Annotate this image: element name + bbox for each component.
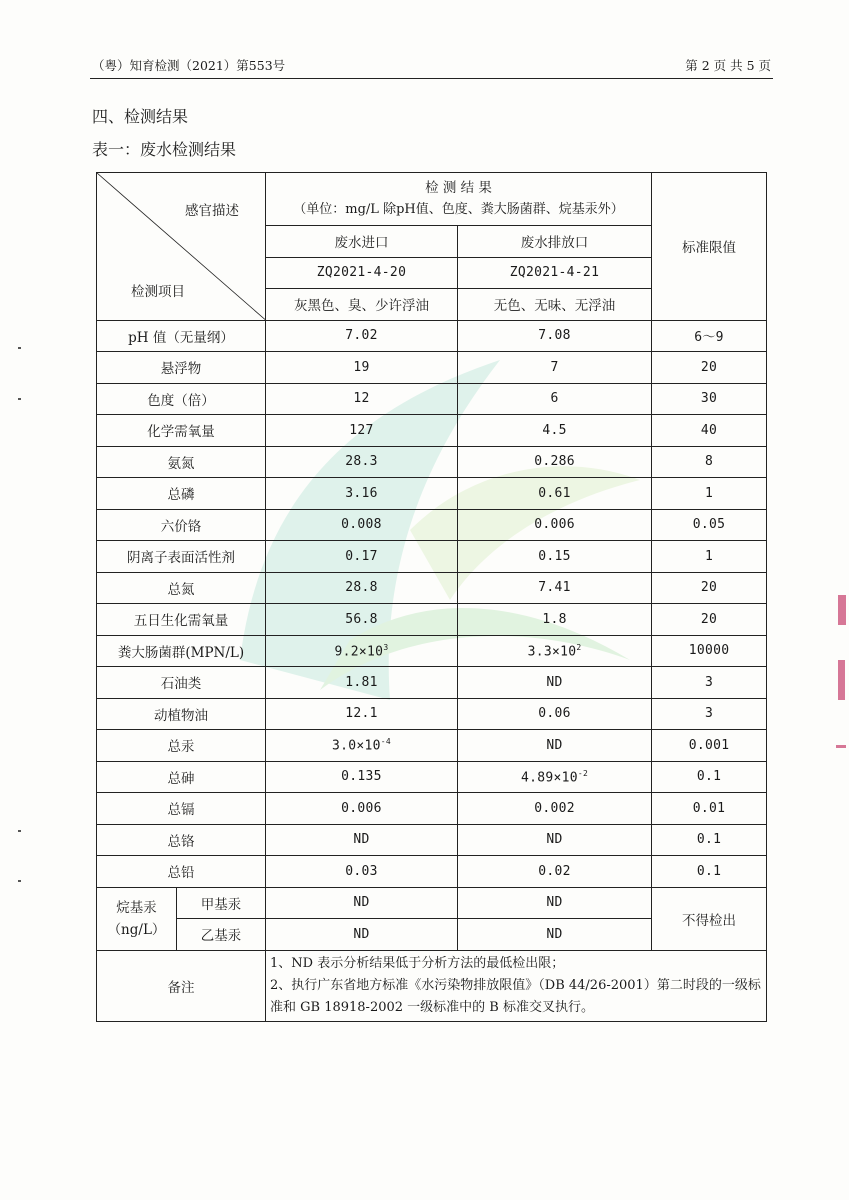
table-row [97,509,767,541]
test-item-name: 阴离子表面活性剂 [97,541,266,573]
test-item-name: pH 值（无量纲） [97,320,266,352]
test-item-name: 总镉 [97,793,266,825]
outlet-value [458,635,652,667]
table-row [97,541,767,573]
alkyl-mercury-limit: 不得检出 [652,887,767,950]
table-row [97,793,767,825]
data-rows [97,320,767,887]
alkyl-mercury-label: 烷基汞 [116,899,157,916]
outlet-value-mantissa: 4.89×10 [520,769,578,785]
results-title: 检 测 结 果 [425,180,492,196]
standard-limit-value: 20 [652,604,767,636]
table-row [97,698,767,730]
results-header [266,173,652,226]
table-row [97,383,767,415]
test-item-name: 总磷 [97,478,266,510]
test-items-label: 检测项目 [131,283,185,300]
test-item-name: 五日生化需氧量 [97,604,266,636]
outlet-value: 1.8 [458,604,652,636]
table-row [97,730,767,762]
methylmercury-outlet: ND [458,887,652,919]
test-item-name: 氨氮 [97,446,266,478]
table-row [97,635,767,667]
table-row [97,572,767,604]
standard-limit-value: 8 [652,446,767,478]
standard-limit-value: 0.01 [652,793,767,825]
test-item-name: 总氮 [97,572,266,604]
inlet-value: 0.135 [266,761,458,793]
standard-limit-value: 1 [652,541,767,573]
outlet-value: 0.002 [458,793,652,825]
diagonal-header-cell [97,173,266,321]
table-row [97,446,767,478]
inlet-value: 0.008 [266,509,458,541]
standard-limit-value: 0.1 [652,761,767,793]
inlet-value [266,635,458,667]
outlet-sample-code: ZQ2021-4-21 [458,257,652,289]
inlet-value: 19 [266,352,458,384]
standard-limit-value: 3 [652,698,767,730]
outlet-value: ND [458,824,652,856]
standard-limit-value: 0.05 [652,509,767,541]
outlet-value: 0.02 [458,856,652,888]
alkyl-mercury-unit: （ng/L） [107,921,166,938]
test-item-name: 总铅 [97,856,266,888]
standard-limit-value: 20 [652,352,767,384]
test-item-name: 总砷 [97,761,266,793]
table-row [97,478,767,510]
stamp-fragment [838,660,845,700]
methylmercury-item: 甲基汞 [177,887,266,919]
page-header [90,52,773,79]
table-row [97,667,767,699]
inlet-value-mantissa: 3.0×10 [332,738,381,754]
table-row [97,415,767,447]
remark-line: 2、执行广东省地方标准《水污染物排放限值》（DB 44/26-2001）第二时段的一级标准和 GB 18918-2002 一级标准中的 B 标准交叉执行。 [270,977,761,1015]
standard-limit-value: 0.001 [652,730,767,762]
inlet-value: 12 [266,383,458,415]
inlet-value-exponent: -4 [380,737,391,747]
outlet-value: ND [458,730,652,762]
standard-limit-value: 30 [652,383,767,415]
outlet-value: 0.61 [458,478,652,510]
outlet-value: 7.08 [458,320,652,352]
outlet-column-header: 废水排放口 [458,226,652,258]
inlet-column-header: 废水进口 [266,226,458,258]
outlet-value: 7 [458,352,652,384]
test-item-name: 总铬 [97,824,266,856]
alkyl-mercury-group [97,887,177,950]
standard-limit-value: 3 [652,667,767,699]
test-item-name: 总汞 [97,730,266,762]
test-item-name: 六价铬 [97,509,266,541]
outlet-value-exponent: 2 [576,642,582,652]
ethylmercury-outlet: ND [458,919,652,951]
page-info: 第 2 页 共 5 页 [685,58,771,73]
inlet-value: 28.8 [266,572,458,604]
standard-limit-value: 40 [652,415,767,447]
inlet-value: 0.03 [266,856,458,888]
table-row [97,856,767,888]
table-row [97,604,767,636]
remarks-label: 备注 [97,950,266,1021]
results-unit-note: （单位：mg/L 除pH值、色度、粪大肠菌群、烷基汞外） [293,202,624,217]
table-row [97,761,767,793]
inlet-value: 0.006 [266,793,458,825]
inlet-sample-code: ZQ2021-4-20 [266,257,458,289]
inlet-value: 12.1 [266,698,458,730]
outlet-value: 6 [458,383,652,415]
standard-limit-value: 20 [652,572,767,604]
inlet-value: 3.16 [266,478,458,510]
inlet-value: 56.8 [266,604,458,636]
remark-line: 1、ND 表示分析结果低于分析方法的最低检出限； [270,955,565,971]
outlet-value: 0.06 [458,698,652,730]
sensory-description-label: 感官描述 [185,203,239,219]
inlet-value-mantissa: 9.2×10 [334,643,384,659]
standard-limit-value: 10000 [652,635,767,667]
test-item-name: 色度（倍） [97,383,266,415]
outlet-value: 7.41 [458,572,652,604]
inlet-value: 127 [266,415,458,447]
table-row [97,352,767,384]
standard-limit-value: 0.1 [652,824,767,856]
document-number: （粤）知育检测（2021）第553号 [92,58,286,73]
inlet-value: ND [266,824,458,856]
inlet-sensory-description: 灰黑色、臭、少许浮油 [266,289,458,321]
section-title: 四、检测结果 [92,107,189,126]
outlet-value: 0.006 [458,509,652,541]
test-item-name: 动植物油 [97,698,266,730]
table-row [97,824,767,856]
outlet-value-mantissa: 3.3×10 [527,643,577,659]
outlet-value: 0.286 [458,446,652,478]
standard-limit-value: 0.1 [652,856,767,888]
inlet-value: 28.3 [266,446,458,478]
test-item-name: 化学需氧量 [97,415,266,447]
remarks-content [266,950,767,1021]
standard-limit-value: 1 [652,478,767,510]
outlet-value: 4.5 [458,415,652,447]
test-item-name: 石油类 [97,667,266,699]
stamp-fragment [836,745,846,748]
wastewater-results-table [96,172,767,1022]
outlet-value-exponent: -2 [577,768,589,778]
outlet-sensory-description: 无色、无味、无浮油 [458,289,652,321]
inlet-value [266,730,458,762]
inlet-value: 1.81 [266,667,458,699]
inlet-value: 0.17 [266,541,458,573]
outlet-value: ND [458,667,652,699]
standard-limit-value: 6～9 [652,320,767,352]
stamp-fragment [838,595,846,625]
test-item-name: 粪大肠菌群(MPN/L) [97,635,266,667]
methylmercury-inlet: ND [266,887,458,919]
table-row [97,320,767,352]
inlet-value-exponent: 3 [383,642,389,652]
table-title: 表一：废水检测结果 [92,140,237,159]
standard-limit-header: 标准限值 [652,173,767,321]
outlet-value [458,761,652,793]
inlet-value: 7.02 [266,320,458,352]
ethylmercury-inlet: ND [266,919,458,951]
test-item-name: 悬浮物 [97,352,266,384]
ethylmercury-item: 乙基汞 [177,919,266,951]
outlet-value: 0.15 [458,541,652,573]
